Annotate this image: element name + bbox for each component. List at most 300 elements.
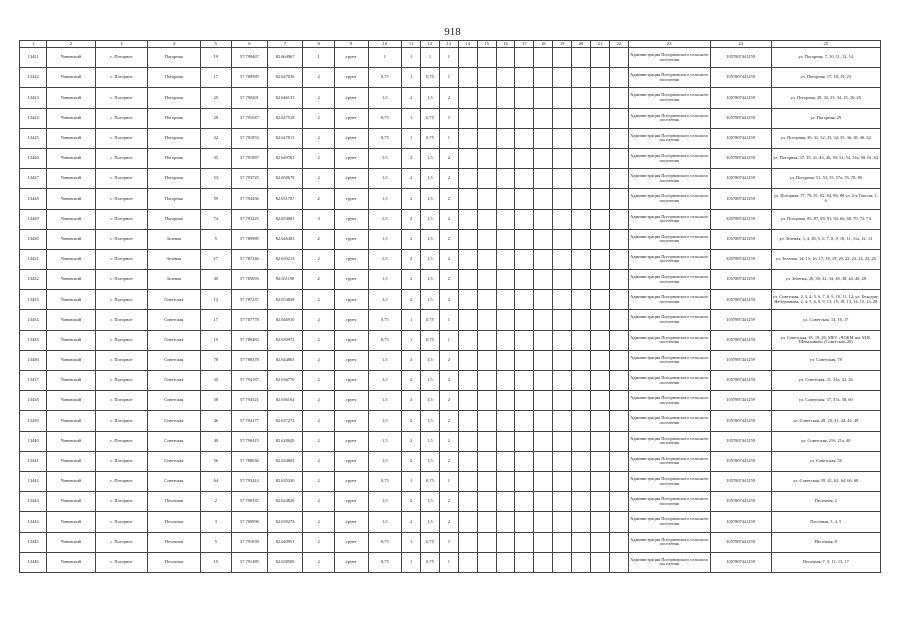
table-cell <box>553 108 572 128</box>
table-cell: Администрация Погорновского сельского поселения <box>628 330 710 350</box>
column-number: 21 <box>591 41 610 48</box>
table-cell <box>553 229 572 249</box>
table-cell: 2 <box>439 350 458 370</box>
table-cell <box>591 270 610 290</box>
table-cell: 1 <box>420 48 439 68</box>
table-cell: 1057807441259 <box>710 391 771 411</box>
table-row <box>20 229 881 249</box>
table-cell: 2 <box>303 350 334 370</box>
table-cell: 25 <box>200 88 231 108</box>
table-cell: 1 <box>402 471 421 491</box>
table-cell: ул. Зеленая, 14, 15, 16, 17, 18, 19, 20, 22, 23, 24, 25, 26 <box>771 249 880 269</box>
table-cell <box>515 532 534 552</box>
table-cell <box>572 128 591 148</box>
table-cell <box>553 451 572 471</box>
table-cell: 2 <box>439 229 458 249</box>
table-cell: 1,5 <box>368 148 402 168</box>
table-cell: Чановский <box>47 451 95 471</box>
table-cell: Чановский <box>47 209 95 229</box>
table-cell: 1,5 <box>368 209 402 229</box>
table-cell: 35 <box>200 371 231 391</box>
table-cell: 1,5 <box>368 169 402 189</box>
table-cell: Песочная <box>148 512 200 532</box>
table-cell <box>496 451 515 471</box>
table-cell: Администрация Погорновского сельского поселения <box>628 310 710 330</box>
table-cell: 1 <box>439 471 458 491</box>
table-cell: 46 <box>200 411 231 431</box>
table-cell: Погорная <box>148 148 200 168</box>
table-cell <box>515 68 534 88</box>
table-cell: с. Погорное <box>95 512 147 532</box>
table-cell <box>515 431 534 451</box>
table-row <box>20 411 881 431</box>
table-cell: 2 <box>303 229 334 249</box>
table-cell: 13436 <box>20 350 47 370</box>
table-cell <box>496 48 515 68</box>
table-cell <box>458 391 477 411</box>
table-cell: 2 <box>303 88 334 108</box>
table-cell <box>553 371 572 391</box>
table-cell: Погорная <box>148 209 200 229</box>
table-cell <box>534 270 553 290</box>
table-cell: грунт <box>334 371 368 391</box>
table-cell: 13424 <box>20 108 47 128</box>
table-cell <box>609 48 628 68</box>
table-cell <box>458 451 477 471</box>
table-cell: 2 <box>200 492 231 512</box>
table-cell <box>572 270 591 290</box>
table-cell: с. Погорное <box>95 532 147 552</box>
table-cell: 82.650678 <box>267 169 303 189</box>
table-cell: ул. Погорная, 77, 79, 81, 82, 84, 86, 88 ул. 2-я Тополи, 1, 6 <box>771 189 880 209</box>
table-cell <box>534 391 553 411</box>
table-cell: 2 <box>439 189 458 209</box>
table-cell <box>477 391 496 411</box>
table-cell <box>591 471 610 491</box>
table-cell <box>534 411 553 431</box>
table-cell: 13444 <box>20 512 47 532</box>
table-cell: ул. Погорная, 30, 31, 32, 35, 34, 35, 36, 38, 40, 42 <box>771 128 880 148</box>
table-cell: 1 <box>402 330 421 350</box>
table-cell: 1 <box>439 108 458 128</box>
table-cell: 13429 <box>20 209 47 229</box>
table-cell <box>591 411 610 431</box>
table-cell: Чановский <box>47 249 95 269</box>
table-cell <box>591 391 610 411</box>
table-cell <box>515 330 534 350</box>
table-cell <box>458 128 477 148</box>
table-cell <box>496 88 515 108</box>
table-cell: 1,5 <box>368 391 402 411</box>
table-cell: 2 <box>402 411 421 431</box>
column-number: 2 <box>47 41 95 48</box>
table-cell <box>553 431 572 451</box>
table-row <box>20 431 881 451</box>
table-cell: грунт <box>334 189 368 209</box>
table-cell <box>515 471 534 491</box>
table-cell <box>553 532 572 552</box>
table-cell: 2 <box>303 249 334 269</box>
table-cell: 1057807441259 <box>710 330 771 350</box>
table-cell <box>477 492 496 512</box>
table-cell <box>496 512 515 532</box>
table-cell: Администрация Погорновского сельского поселения <box>628 411 710 431</box>
table-cell: 57.794177 <box>232 411 268 431</box>
table-cell: Чановский <box>47 552 95 572</box>
table-cell: 1057807441259 <box>710 371 771 391</box>
table-cell <box>515 249 534 269</box>
table-cell <box>553 290 572 310</box>
table-cell: 2 <box>439 270 458 290</box>
table-cell: грунт <box>334 330 368 350</box>
table-cell: 1,5 <box>420 411 439 431</box>
table-cell: 1057807441259 <box>710 270 771 290</box>
table-cell <box>477 371 496 391</box>
column-number-row <box>20 41 881 48</box>
table-cell: 57.794436 <box>232 189 268 209</box>
table-cell: 1057807441259 <box>710 532 771 552</box>
table-row <box>20 512 881 532</box>
table-cell: 13422 <box>20 68 47 88</box>
table-cell: грунт <box>334 108 368 128</box>
table-cell <box>553 350 572 370</box>
page-number: 918 <box>444 26 461 38</box>
table-cell: Администрация Погорновского сельского поселения <box>628 68 710 88</box>
table-cell: 82.635330 <box>267 471 303 491</box>
table-cell: с. Погорное <box>95 48 147 68</box>
table-cell: 1,5 <box>368 512 402 532</box>
table-row <box>20 350 881 370</box>
table-cell: Администрация Погорновского сельского поселения <box>628 209 710 229</box>
table-cell <box>534 148 553 168</box>
table-cell: 59 <box>200 189 231 209</box>
table-cell <box>496 290 515 310</box>
table-cell <box>609 512 628 532</box>
table-cell: Советская <box>148 471 200 491</box>
table-cell: грунт <box>334 391 368 411</box>
registry-table <box>19 40 881 573</box>
table-cell: 13446 <box>20 552 47 572</box>
table-cell: 1 <box>439 532 458 552</box>
table-cell: 13442 <box>20 471 47 491</box>
table-cell: ул. Погорная, 17, 18, 19, 23 <box>771 68 880 88</box>
table-cell: 2 <box>303 330 334 350</box>
table-cell <box>572 189 591 209</box>
table-cell: 15 <box>200 552 231 572</box>
table-cell: 2 <box>439 290 458 310</box>
table-cell: 2 <box>402 512 421 532</box>
table-cell: Чановский <box>47 148 95 168</box>
table-cell: 82.646483 <box>267 229 303 249</box>
table-cell <box>572 350 591 370</box>
table-cell: 2 <box>303 108 334 128</box>
table-cell <box>609 330 628 350</box>
table-cell <box>534 290 553 310</box>
table-cell <box>609 189 628 209</box>
table-cell: с. Погорное <box>95 451 147 471</box>
table-cell: 2 <box>439 492 458 512</box>
table-cell: грунт <box>334 532 368 552</box>
table-cell <box>591 512 610 532</box>
table-cell: 2 <box>303 492 334 512</box>
table-cell: 1 <box>402 532 421 552</box>
column-number: 7 <box>267 41 303 48</box>
table-cell: 13 <box>200 290 231 310</box>
table-cell: 1,5 <box>368 371 402 391</box>
table-cell: 2 <box>439 411 458 431</box>
table-cell: Администрация Погорновского сельского поселения <box>628 169 710 189</box>
table-cell: грунт <box>334 249 368 269</box>
table-cell <box>496 391 515 411</box>
table-cell <box>553 48 572 68</box>
table-cell <box>591 310 610 330</box>
table-cell: 82.646916 <box>267 310 303 330</box>
table-cell <box>553 148 572 168</box>
table-cell: Советская <box>148 371 200 391</box>
table-cell <box>572 148 591 168</box>
table-cell: 2 <box>439 371 458 391</box>
table-cell <box>477 552 496 572</box>
table-cell: 13428 <box>20 189 47 209</box>
table-cell: грунт <box>334 290 368 310</box>
table-cell <box>553 552 572 572</box>
table-cell: с. Погорное <box>95 290 147 310</box>
table-cell: ул. Погорная, 85, 87, 89, 91, 94, 66, 68, 70, 72, 74 <box>771 209 880 229</box>
table-cell: 82.646133 <box>267 88 303 108</box>
table-cell: с. Погорное <box>95 128 147 148</box>
table-cell <box>458 169 477 189</box>
table-cell: 2 <box>303 451 334 471</box>
table-cell: ул. Советская, 59, 61, 62, 64, 66, 68 <box>771 471 880 491</box>
table-cell: 2 <box>402 88 421 108</box>
table-cell: Песочная, 3, 4, 5 <box>771 512 880 532</box>
table-cell: 1057807441259 <box>710 88 771 108</box>
table-cell: 35 <box>200 148 231 168</box>
table-cell <box>515 148 534 168</box>
column-number: 16 <box>496 41 515 48</box>
table-cell: 0,75 <box>368 108 402 128</box>
table-cell: 2 <box>402 391 421 411</box>
table-cell <box>591 532 610 552</box>
table-cell: 1,5 <box>368 189 402 209</box>
table-cell: 1057807441259 <box>710 229 771 249</box>
table-cell <box>477 431 496 451</box>
table-cell: Чановский <box>47 310 95 330</box>
table-cell: 13438 <box>20 391 47 411</box>
table-cell <box>591 68 610 88</box>
table-cell: Песочная <box>148 532 200 552</box>
table-cell: грунт <box>334 229 368 249</box>
table-cell: 1,5 <box>420 209 439 229</box>
table-cell: 2 <box>439 249 458 269</box>
table-cell: 13437 <box>20 371 47 391</box>
table-cell <box>458 48 477 68</box>
table-cell: Чановский <box>47 108 95 128</box>
table-cell: с. Погорное <box>95 189 147 209</box>
table-cell: 78 <box>200 350 231 370</box>
table-cell: Администрация Погорновского сельского поселения <box>628 48 710 68</box>
table-cell <box>458 371 477 391</box>
table-row <box>20 330 881 350</box>
table-cell: 2 <box>402 350 421 370</box>
table-cell: 1,5 <box>420 371 439 391</box>
table-cell: 1057807441259 <box>710 249 771 269</box>
table-cell: 2 <box>303 169 334 189</box>
table-cell: Чановский <box>47 371 95 391</box>
table-cell: 57.788036 <box>232 451 268 471</box>
table-cell: Чановский <box>47 532 95 552</box>
table-cell <box>496 128 515 148</box>
table-cell: 13433 <box>20 290 47 310</box>
table-cell: 1057807441259 <box>710 552 771 572</box>
table-cell: Погорная <box>148 48 200 68</box>
table-cell <box>477 411 496 431</box>
table-cell: Чановский <box>47 512 95 532</box>
table-cell <box>534 48 553 68</box>
table-cell: 57.785693 <box>232 270 268 290</box>
table-cell: 82.664067 <box>267 48 303 68</box>
table-cell: 1057807441259 <box>710 310 771 330</box>
table-cell: 1057807441259 <box>710 350 771 370</box>
table-cell <box>553 330 572 350</box>
table-cell <box>496 68 515 88</box>
table-cell <box>572 68 591 88</box>
table-cell: 56 <box>200 451 231 471</box>
table-cell: 2 <box>303 189 334 209</box>
table-cell: 1 <box>439 310 458 330</box>
table-cell: 2 <box>303 310 334 330</box>
table-cell: 1057807441259 <box>710 431 771 451</box>
table-cell <box>591 229 610 249</box>
table-cell: ул. Погорная, 51, 53, 53, 57a, 76, 78, 80 <box>771 169 880 189</box>
column-number: 4 <box>148 41 200 48</box>
table-cell: 57.791489 <box>232 552 268 572</box>
table-cell <box>534 189 553 209</box>
table-cell: 1 <box>402 552 421 572</box>
table-cell <box>553 310 572 330</box>
table-cell <box>591 552 610 572</box>
table-cell: Чановский <box>47 391 95 411</box>
table-cell: Администрация Погорновского сельского поселения <box>628 532 710 552</box>
table-cell: с. Погорное <box>95 411 147 431</box>
table-cell <box>458 270 477 290</box>
table-cell <box>553 471 572 491</box>
table-cell: 1,5 <box>420 88 439 108</box>
table-cell: 0,75 <box>368 532 402 552</box>
table-cell <box>572 431 591 451</box>
table-cell: 1,5 <box>420 350 439 370</box>
table-cell: Чановский <box>47 68 95 88</box>
table-cell <box>534 471 553 491</box>
table-cell: 82.647518 <box>267 108 303 128</box>
table-cell: 1,5 <box>420 512 439 532</box>
table-cell: грунт <box>334 411 368 431</box>
table-cell <box>609 532 628 552</box>
table-cell: 64 <box>200 471 231 491</box>
table-row <box>20 148 881 168</box>
table-cell: 57.790335 <box>232 492 268 512</box>
table-cell <box>515 108 534 128</box>
table-cell <box>609 451 628 471</box>
table-cell: 1,5 <box>420 451 439 471</box>
table-row <box>20 108 881 128</box>
table-cell <box>477 209 496 229</box>
table-cell: 82.640951 <box>267 532 303 552</box>
table-cell: 1,5 <box>420 189 439 209</box>
table-cell: 1057807441259 <box>710 492 771 512</box>
table-cell: 57.793425 <box>232 209 268 229</box>
table-cell: Погорная <box>148 88 200 108</box>
table-cell <box>572 169 591 189</box>
table-cell: Чановский <box>47 169 95 189</box>
table-cell <box>515 169 534 189</box>
table-cell: ул. Советская, 37, 37a, 38, 60 <box>771 391 880 411</box>
table-cell <box>591 169 610 189</box>
table-cell <box>553 68 572 88</box>
table-cell <box>609 249 628 269</box>
table-cell <box>572 88 591 108</box>
table-cell: 57.791047 <box>232 108 268 128</box>
table-cell: 57.789989 <box>232 229 268 249</box>
table-cell <box>458 229 477 249</box>
table-cell <box>515 391 534 411</box>
table-cell <box>534 68 553 88</box>
table-cell: 1057807441259 <box>710 290 771 310</box>
table-cell <box>458 189 477 209</box>
table-cell: 1057807441259 <box>710 512 771 532</box>
table-cell <box>534 229 553 249</box>
table-cell <box>515 48 534 68</box>
table-row <box>20 371 881 391</box>
table-cell: Администрация Погорновского сельского поселения <box>628 471 710 491</box>
table-cell: ул. Советская, 2, 3, 4, 5, 6, 7, 8, 9, 10, 11, 12, ул. Бельдин-Наберчанова, 2, 4, 5, 6, 8, 9, 13, 15, 18, 13, 14, 15, 23, 28 <box>771 290 880 310</box>
table-cell: 57.794187 <box>232 371 268 391</box>
table-cell: 82.639273 <box>267 512 303 532</box>
table-cell: грунт <box>334 431 368 451</box>
table-cell: 2 <box>402 431 421 451</box>
table-cell <box>515 270 534 290</box>
table-cell: 57.788378 <box>232 350 268 370</box>
table-cell: 2 <box>303 431 334 451</box>
table-cell: 82.647016 <box>267 68 303 88</box>
table-cell <box>572 411 591 431</box>
table-cell: Администрация Погорновского сельского поселения <box>628 108 710 128</box>
table-cell <box>591 492 610 512</box>
table-cell <box>477 128 496 148</box>
table-cell <box>572 532 591 552</box>
table-cell: ул. Советская, 78 <box>771 350 880 370</box>
table-cell: 0,75 <box>420 310 439 330</box>
column-number: 24 <box>710 41 771 48</box>
table-cell: Администрация Погорновского сельского поселения <box>628 88 710 108</box>
table-cell: 2 <box>439 148 458 168</box>
table-cell <box>534 310 553 330</box>
table-cell <box>496 411 515 431</box>
table-cell: 2 <box>402 290 421 310</box>
table-cell: 2 <box>303 411 334 431</box>
table-cell <box>496 330 515 350</box>
table-cell <box>553 492 572 512</box>
column-number: 10 <box>368 41 402 48</box>
table-cell: 0,75 <box>420 108 439 128</box>
table-cell: 82.644863 <box>267 350 303 370</box>
table-cell: 13435 <box>20 330 47 350</box>
table-cell <box>458 310 477 330</box>
table-cell: с. Погорное <box>95 209 147 229</box>
table-cell <box>553 209 572 229</box>
table-cell: ул. Зеленая, 26, 30, 32, 34, 38, 38, 44, 46, 48 <box>771 270 880 290</box>
table-cell: 82.634802 <box>267 451 303 471</box>
